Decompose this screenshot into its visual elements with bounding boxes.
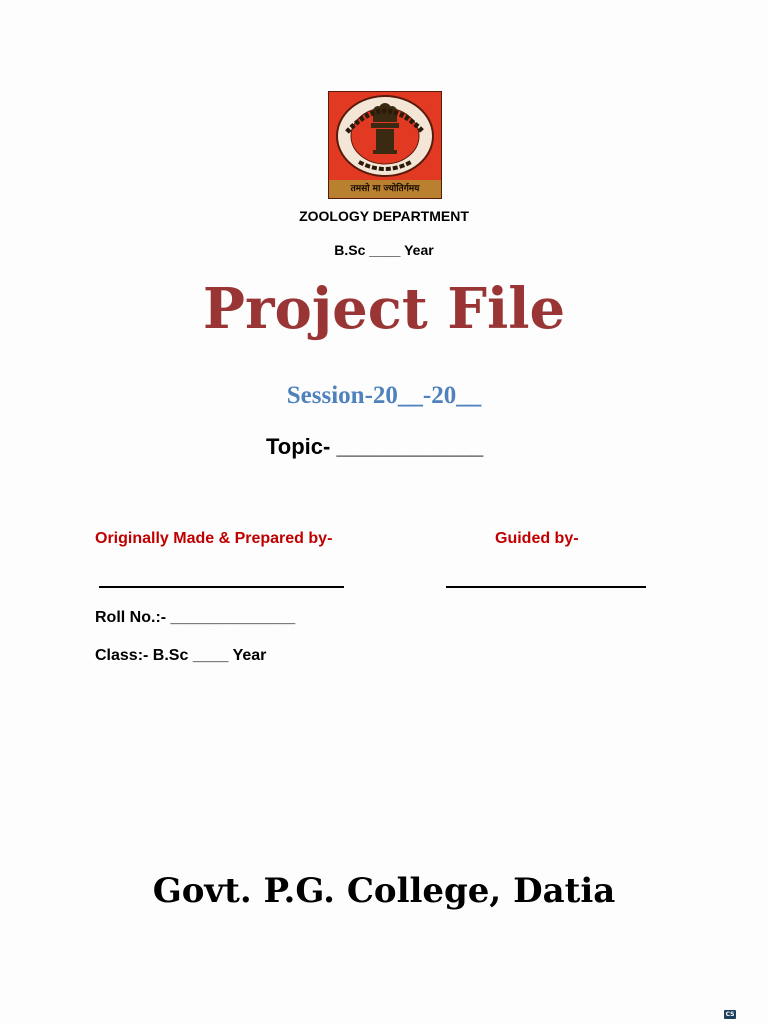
student-name-blank xyxy=(99,586,344,588)
topic-line: Topic- ____________ xyxy=(266,434,484,459)
department-heading: ZOOLOGY DEPARTMENT xyxy=(299,208,469,224)
class-line: Class:- B.Sc ____ Year xyxy=(95,647,267,664)
roll-number-line: Roll No.:- ______________ xyxy=(95,609,296,626)
college-name: Govt. P.G. College, Datia xyxy=(152,871,616,911)
prepared-by-label: Originally Made & Prepared by- xyxy=(95,530,333,547)
bsc-year-line: B.Sc ____ Year xyxy=(334,242,434,258)
scanner-badge: CS xyxy=(725,1011,735,1018)
college-emblem-logo xyxy=(328,91,442,199)
guide-name-blank xyxy=(446,586,646,588)
logo-motto: तमसो मा ज्योतिर्गमय xyxy=(329,180,441,198)
guided-by-label: Guided by- xyxy=(495,530,579,547)
page-title: Project File xyxy=(202,276,566,342)
session-line: Session-20__-20__ xyxy=(286,382,482,409)
